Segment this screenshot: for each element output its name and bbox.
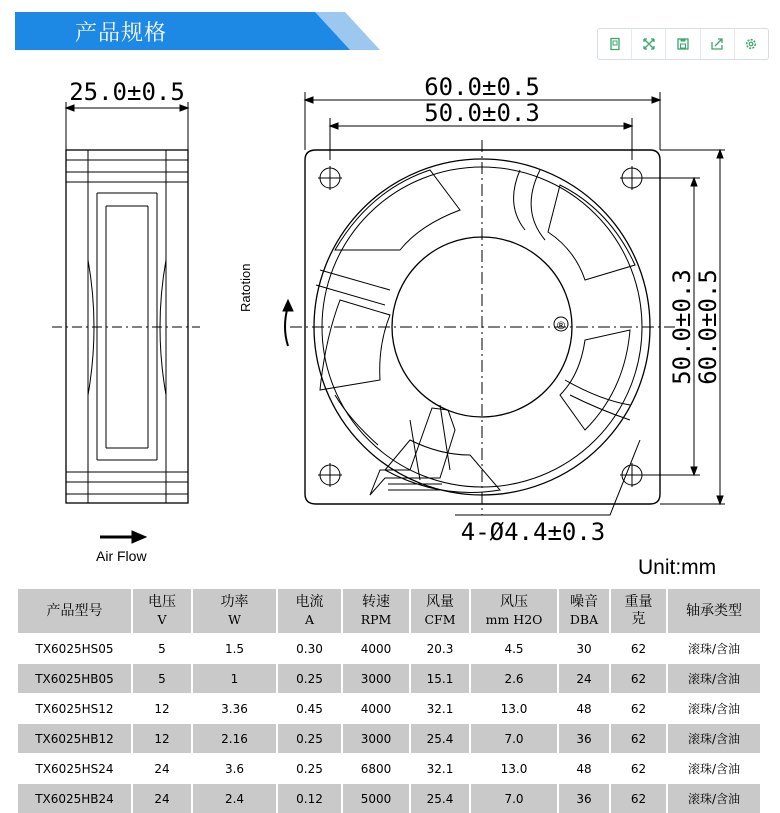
header-bearing: 轴承类型 xyxy=(668,589,760,633)
table-row xyxy=(18,663,760,693)
cell-bearing: 滚珠/含油 xyxy=(668,753,760,783)
cell-weight: 62 xyxy=(611,663,668,693)
hole-size-dimension: 4-Ø4.4±0.3 xyxy=(460,518,606,546)
cell-current: 0.25 xyxy=(278,723,343,753)
cell-power: 2.16 xyxy=(193,723,278,753)
cell-current: 0.25 xyxy=(278,753,343,783)
cell-airflow: 32.1 xyxy=(411,753,471,783)
cell-model: TX6025HB24 xyxy=(18,783,133,813)
document-icon[interactable] xyxy=(598,29,632,59)
rotation-label: Ratotion xyxy=(238,263,253,312)
header-speed: 转速 RPM xyxy=(343,589,411,633)
cell-power: 2.4 xyxy=(193,783,278,813)
header-pressure: 风压 mm H2O xyxy=(471,589,559,633)
header-power: 功率 W xyxy=(193,589,278,633)
cell-airflow: 20.3 xyxy=(411,633,471,663)
cell-pressure: 4.5 xyxy=(471,633,559,663)
cell-speed: 5000 xyxy=(343,783,411,813)
cell-weight: 62 xyxy=(611,723,668,753)
cell-noise: 30 xyxy=(559,633,611,663)
hole-spacing-h-dimension: 50.0±0.3 xyxy=(424,99,540,127)
cell-current: 0.45 xyxy=(278,693,343,723)
cell-airflow: 25.4 xyxy=(411,723,471,753)
settings-icon[interactable] xyxy=(735,29,768,59)
table-row xyxy=(18,693,760,723)
cell-voltage: 12 xyxy=(133,693,193,723)
cell-current: 0.12 xyxy=(278,783,343,813)
cell-bearing: 滚珠/含油 xyxy=(668,663,760,693)
cell-power: 1.5 xyxy=(193,633,278,663)
header-airflow: 风量 CFM xyxy=(411,589,471,633)
cell-airflow: 32.1 xyxy=(411,693,471,723)
outer-height-dimension: 60.0±0.5 xyxy=(694,269,722,385)
cell-pressure: 13.0 xyxy=(471,753,559,783)
cell-weight: 62 xyxy=(611,753,668,783)
cell-pressure: 7.0 xyxy=(471,723,559,753)
cell-speed: 4000 xyxy=(343,693,411,723)
cell-speed: 3000 xyxy=(343,663,411,693)
unit-label: Unit:mm xyxy=(638,556,717,579)
table-header-row xyxy=(18,589,760,633)
cell-speed: 3000 xyxy=(343,723,411,753)
cell-noise: 36 xyxy=(559,783,611,813)
save-icon[interactable] xyxy=(666,29,700,59)
fan-dimension-drawing xyxy=(0,60,780,580)
header-voltage: 电压 V xyxy=(133,589,193,633)
toolbar xyxy=(597,28,769,60)
cell-noise: 48 xyxy=(559,753,611,783)
header-weight: 重量 克 xyxy=(611,589,668,633)
header-noise: 噪音 DBA xyxy=(559,589,611,633)
cell-model: TX6025HS12 xyxy=(18,693,133,723)
cell-weight: 62 xyxy=(611,783,668,813)
table-row xyxy=(18,633,760,663)
cell-bearing: 滚珠/含油 xyxy=(668,693,760,723)
spec-table xyxy=(18,589,760,813)
outer-width-dimension: 60.0±0.5 xyxy=(424,73,540,101)
table-row xyxy=(18,723,760,753)
header-model: 产品型号 xyxy=(18,589,133,633)
cell-voltage: 5 xyxy=(133,663,193,693)
cell-model: TX6025HB12 xyxy=(18,723,133,753)
cell-voltage: 24 xyxy=(133,783,193,813)
cell-current: 0.30 xyxy=(278,633,343,663)
table-row xyxy=(18,753,760,783)
page-title: 产品规格 xyxy=(75,21,168,46)
header-current: 电流 A xyxy=(278,589,343,633)
cell-voltage: 12 xyxy=(133,723,193,753)
cell-speed: 4000 xyxy=(343,633,411,663)
registered-mark: ® xyxy=(555,319,567,332)
cell-power: 3.36 xyxy=(193,693,278,723)
cell-airflow: 25.4 xyxy=(411,783,471,813)
cell-noise: 24 xyxy=(559,663,611,693)
cell-pressure: 2.6 xyxy=(471,663,559,693)
airflow-label: Air Flow xyxy=(96,548,147,564)
share-icon[interactable] xyxy=(701,29,735,59)
cell-pressure: 7.0 xyxy=(471,783,559,813)
side-width-dimension: 25.0±0.5 xyxy=(69,78,185,106)
cell-pressure: 13.0 xyxy=(471,693,559,723)
cell-bearing: 滚珠/含油 xyxy=(668,783,760,813)
expand-icon[interactable] xyxy=(632,29,666,59)
cell-noise: 48 xyxy=(559,693,611,723)
cell-weight: 62 xyxy=(611,693,668,723)
cell-airflow: 15.1 xyxy=(411,663,471,693)
cell-bearing: 滚珠/含油 xyxy=(668,723,760,753)
cell-voltage: 24 xyxy=(133,753,193,783)
cell-current: 0.25 xyxy=(278,663,343,693)
cell-noise: 36 xyxy=(559,723,611,753)
hole-spacing-v-dimension: 50.0±0.3 xyxy=(668,269,696,385)
cell-bearing: 滚珠/含油 xyxy=(668,633,760,663)
header-banner xyxy=(15,12,380,50)
cell-model: TX6025HS05 xyxy=(18,633,133,663)
cell-power: 1 xyxy=(193,663,278,693)
cell-model: TX6025HB05 xyxy=(18,663,133,693)
cell-model: TX6025HS24 xyxy=(18,753,133,783)
cell-speed: 6800 xyxy=(343,753,411,783)
cell-weight: 62 xyxy=(611,633,668,663)
cell-voltage: 5 xyxy=(133,633,193,663)
cell-power: 3.6 xyxy=(193,753,278,783)
table-row xyxy=(18,783,760,813)
